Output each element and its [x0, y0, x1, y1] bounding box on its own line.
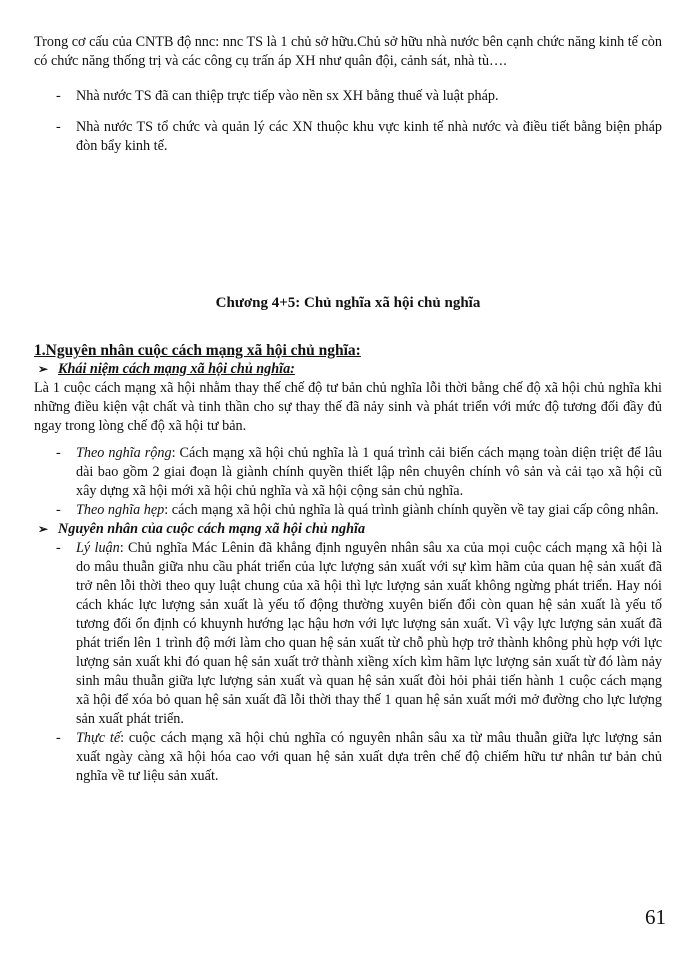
arrow-bullet-icon: ➢: [38, 522, 49, 536]
list-item: [34, 539, 662, 729]
term-label: Lý luận: [76, 540, 120, 556]
list-item: [34, 444, 662, 501]
section-heading: 1.Nguyên nhân cuộc cách mạng xã hội chủ nghĩa:: [34, 342, 361, 359]
definition-paragraph: Là 1 cuộc cách mạng xã hội nhằm thay thế chế độ tư bản chủ nghĩa lỗi thời bằng chế độ xã hội chủ nghĩa khi những điều kiện vật chất và tinh thần cho sự thay thế đã nảy sinh và phát triển với mức độ tương đối đầy đủ ngay trong lòng chế độ xã hội tư bản.: [34, 380, 662, 434]
subheading-concept: [34, 360, 662, 379]
term-text: : Chủ nghĩa Mác Lênin đã khẳng định nguyên nhân sâu xa của mọi cuộc cách mạng xã hội là do mâu thuẫn giữa nhu cầu phát triển của lực lượng sản xuất với sự kìm hãm của quan hệ sản xuất đã trở nên lỗi thời theo quy luật chung của xã hội thì lực lượng sản xuất không ngừng phát triển. Hay nói cách khác lực lượng sản xuất là yếu tố động thường xuyên biến đổi còn quan hệ sản xuất là yếu tố tương đối ổn định có khuynh hướng lạc hậu hơn với lực lượng sản xuất. Vì vậy lực lượng sản xuất đã phát triển lên 1 trình độ mới làm cho quan hệ sản xuất từ chỗ phù hợp trở thành không phù hợp với lực lượng sản xuất khi đó quan hệ sản xuất trở thành xiềng xích kìm hãm lực lượng sản xuất từ đó làm nảy sinh mâu thuẫn giữa lực lượng sản xuất và quan hệ sản xuất đòi hỏi phải tiến hành 1 cuộc cách mạng xã hội để xóa bỏ quan hệ sản xuất đã lỗi thời thay thế 1 quan hệ sản xuất mới mở đường cho lực lượng sản xuất phát triển.: [76, 540, 662, 727]
term-text: : cuộc cách mạng xã hội chủ nghĩa có nguyên nhân sâu xa từ mâu thuẫn giữa lực lượng sản xuất ngày càng xã hội hóa cao với quan hệ sản xuất dựa trên chế độ chiếm hữu tư nhân tư bản chủ nghĩa về tư liệu sản xuất.: [76, 730, 662, 784]
term-label: Theo nghĩa hẹp: [76, 502, 165, 518]
list-item: - Nhà nước TS tổ chức và quản lý các XN thuộc khu vực kinh tế nhà nước và điều tiết bằng biện pháp đòn bẩy kinh tế.: [34, 118, 662, 156]
term-label: Thực tế: [76, 730, 121, 746]
term-label: Theo nghĩa rộng: [76, 445, 172, 461]
page-number: 61: [645, 905, 666, 929]
bourgeois-state-list: [34, 87, 662, 156]
arrow-bullet-icon: ➢: [38, 362, 49, 376]
term-text: : Cách mạng xã hội chủ nghĩa là 1 quá trình cải biến cách mạng toàn diện triệt để lâu dài bao gồm 2 giai đoạn là giành chính quyền thiết lập nên chuyên chính vô sản và cải tạo xã hội cũ xây dựng xã hội mới xã hội chủ nghĩa và xã hội cộng sản chủ nghĩa.: [76, 445, 662, 499]
term-text: : cách mạng xã hội chủ nghĩa là quá trình giành chính quyền về tay giai cấp công nhân.: [164, 502, 659, 518]
list-item: - Nhà nước TS đã can thiệp trực tiếp vào nền sx XH bằng thuế và luật pháp.: [34, 87, 662, 106]
scope-list: [34, 444, 662, 520]
subheading-text: Nguyên nhân của cuộc cách mạng xã hội chủ nghĩa: [58, 521, 366, 537]
list-item: [34, 501, 662, 520]
subheading-text: Khái niệm cách mạng xã hội chủ nghĩa:: [58, 361, 295, 377]
intro-paragraph: Trong cơ cấu của CNTB độ nnc: nnc TS là 1 chủ sở hữu.Chủ sở hữu nhà nước bên cạnh chức năng kinh tế còn có chức năng thống trị và các công cụ trấn áp XH như quân đội, cảnh sát, nhà tù….: [34, 34, 662, 69]
subheading-causes: [34, 520, 662, 539]
document-page: [34, 33, 662, 786]
list-item: [34, 729, 662, 786]
causes-list: [34, 539, 662, 786]
chapter-title: Chương 4+5: Chủ nghĩa xã hội chủ nghĩa: [215, 295, 481, 311]
